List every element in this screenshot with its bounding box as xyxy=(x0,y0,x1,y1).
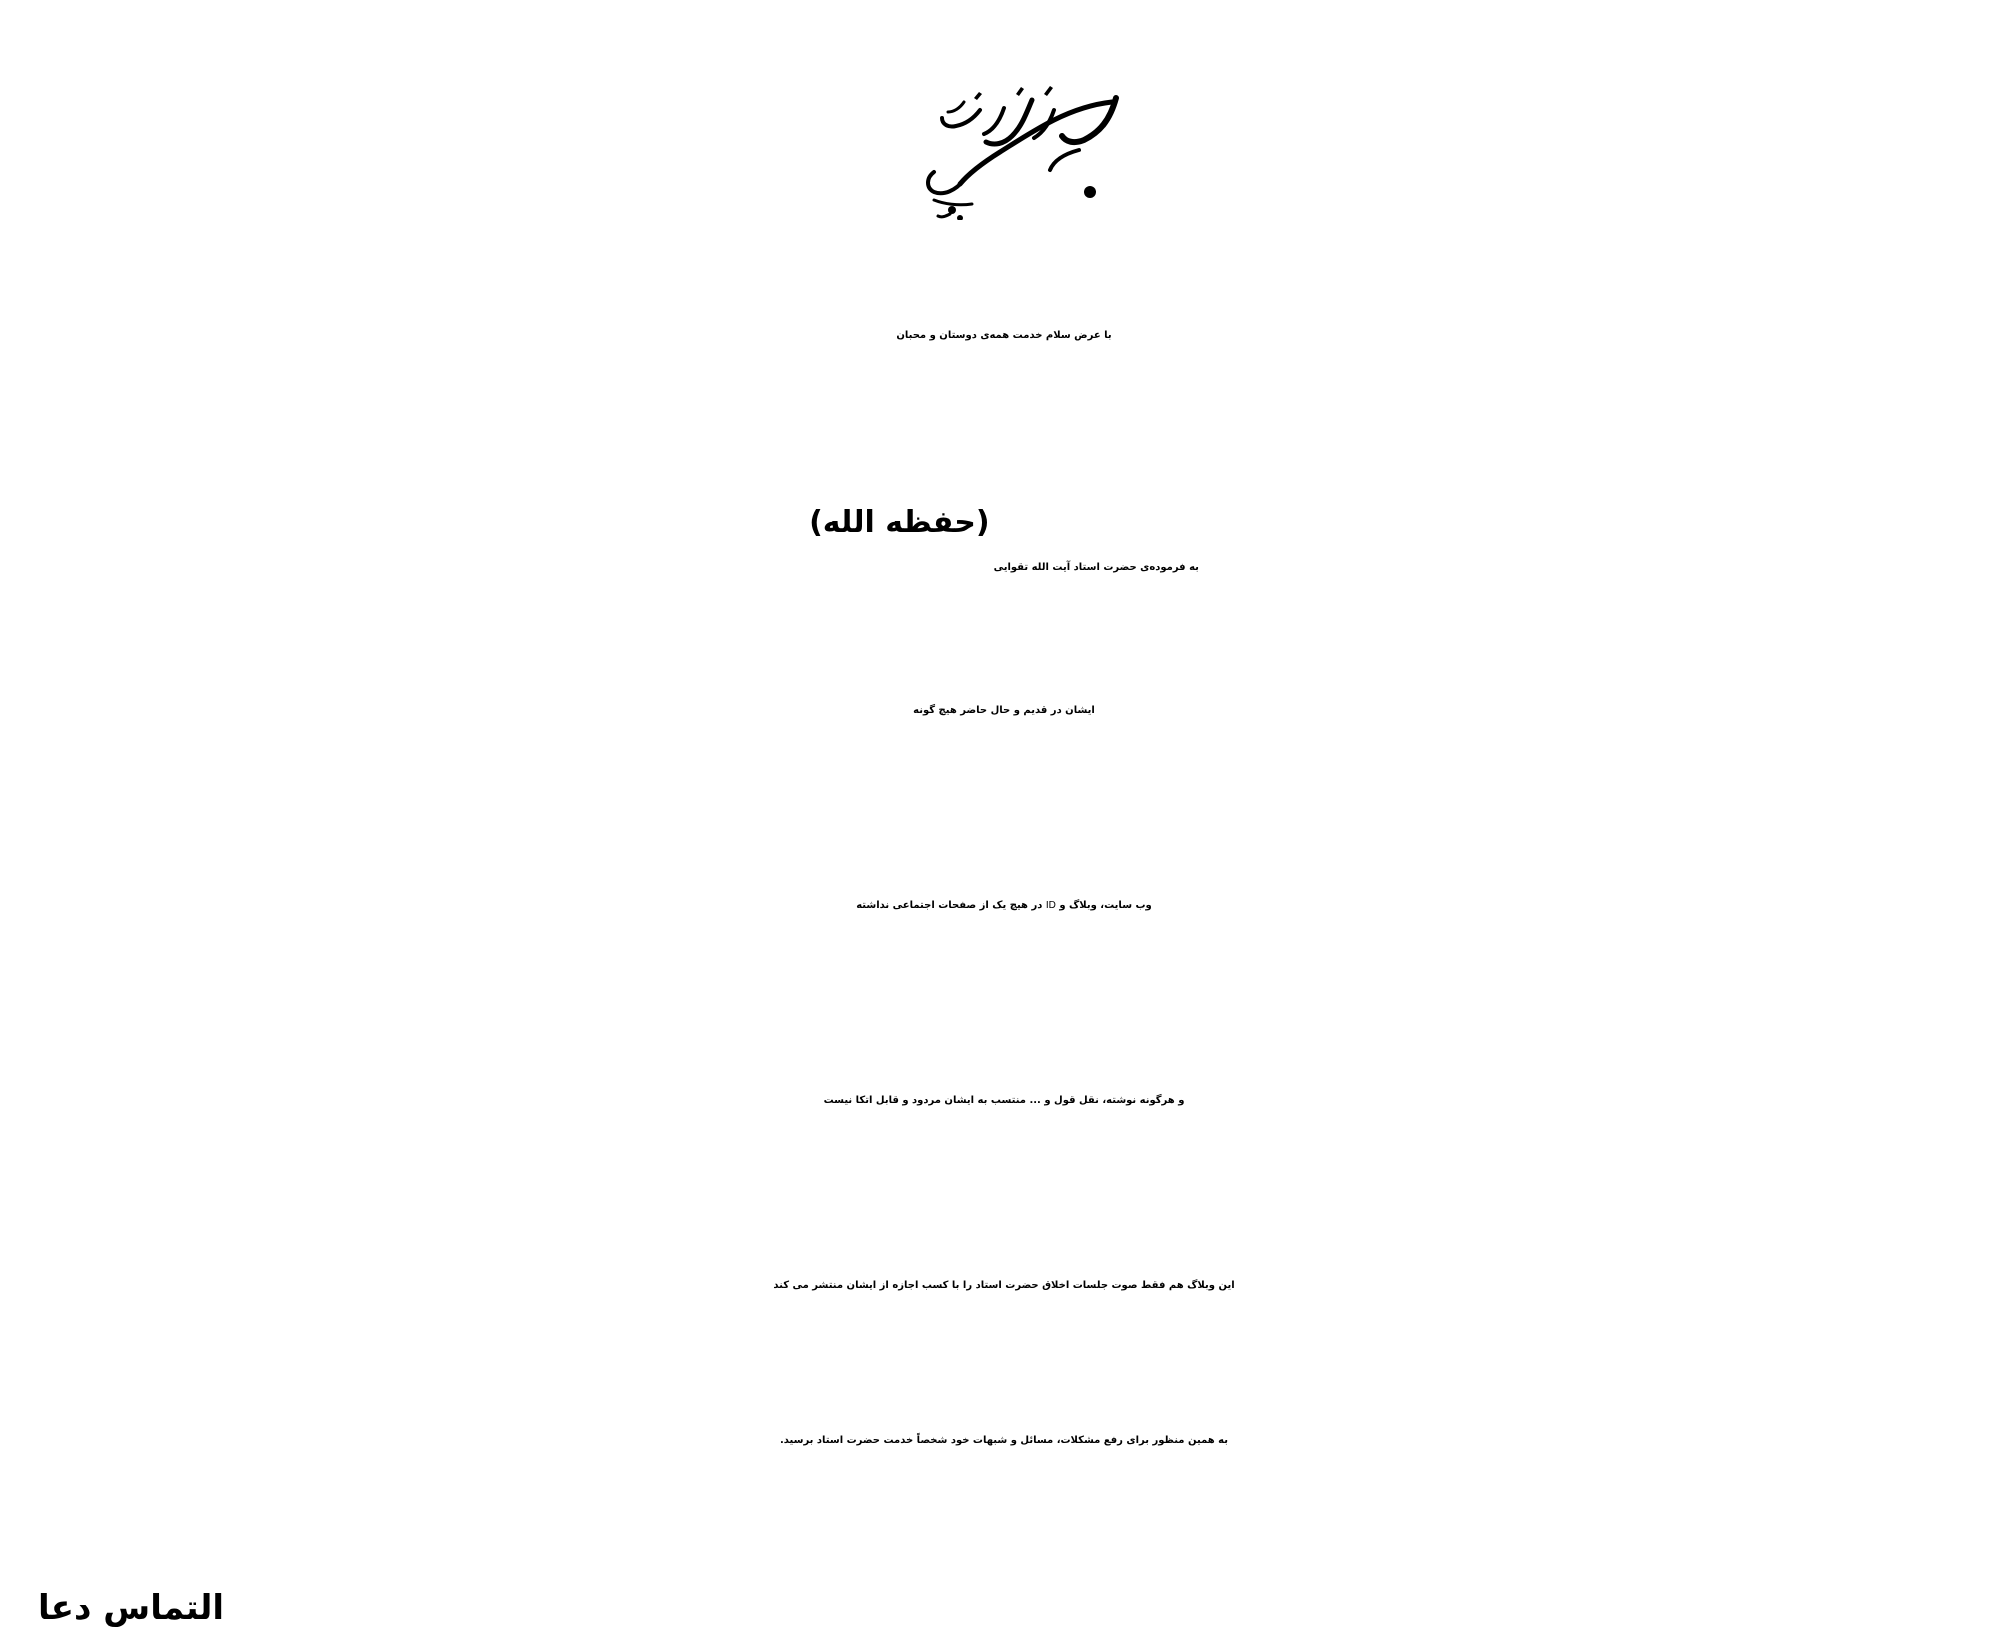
id-text: ID xyxy=(1045,900,1056,911)
signoff-text: التماس دعا xyxy=(38,1588,225,1628)
statement-line-4 xyxy=(0,900,2008,911)
statement-line-teacher xyxy=(0,505,2008,573)
statement-line-5: و هرگونه نوشته، نقل قول و ... منتسب به ایشان مردود و قابل اتکا نیست xyxy=(823,1095,1185,1106)
bismillah-calligraphy xyxy=(904,80,1124,220)
honorific-superscript: (حفظه الله) xyxy=(809,505,990,540)
statement-line-3: ایشان در قدیم و حال حاضر هیچ گونه xyxy=(913,705,1095,716)
line4-before-text: وب سایت، وبلاگ و xyxy=(1059,900,1152,911)
line4-after-text: در هیچ یک از صفحات اجتماعی نداشته xyxy=(856,900,1043,911)
statement-line-6: این وبلاگ هم فقط صوت جلسات اخلاق حضرت استاد را با کسب اجازه از ایشان منتشر می کند xyxy=(773,1280,1235,1291)
statement-line-7: به همین منظور برای رفع مشکلات، مسائل و شبهات خود شخصاً خدمت حضرت استاد برسید. xyxy=(779,1435,1229,1446)
teacher-name-text: به فرموده‌ی حضرت استاد آیت الله تقوایی xyxy=(993,562,1199,573)
greeting-line: با عرض سلام خدمت همه‌ی دوستان و محبان xyxy=(896,330,1112,341)
